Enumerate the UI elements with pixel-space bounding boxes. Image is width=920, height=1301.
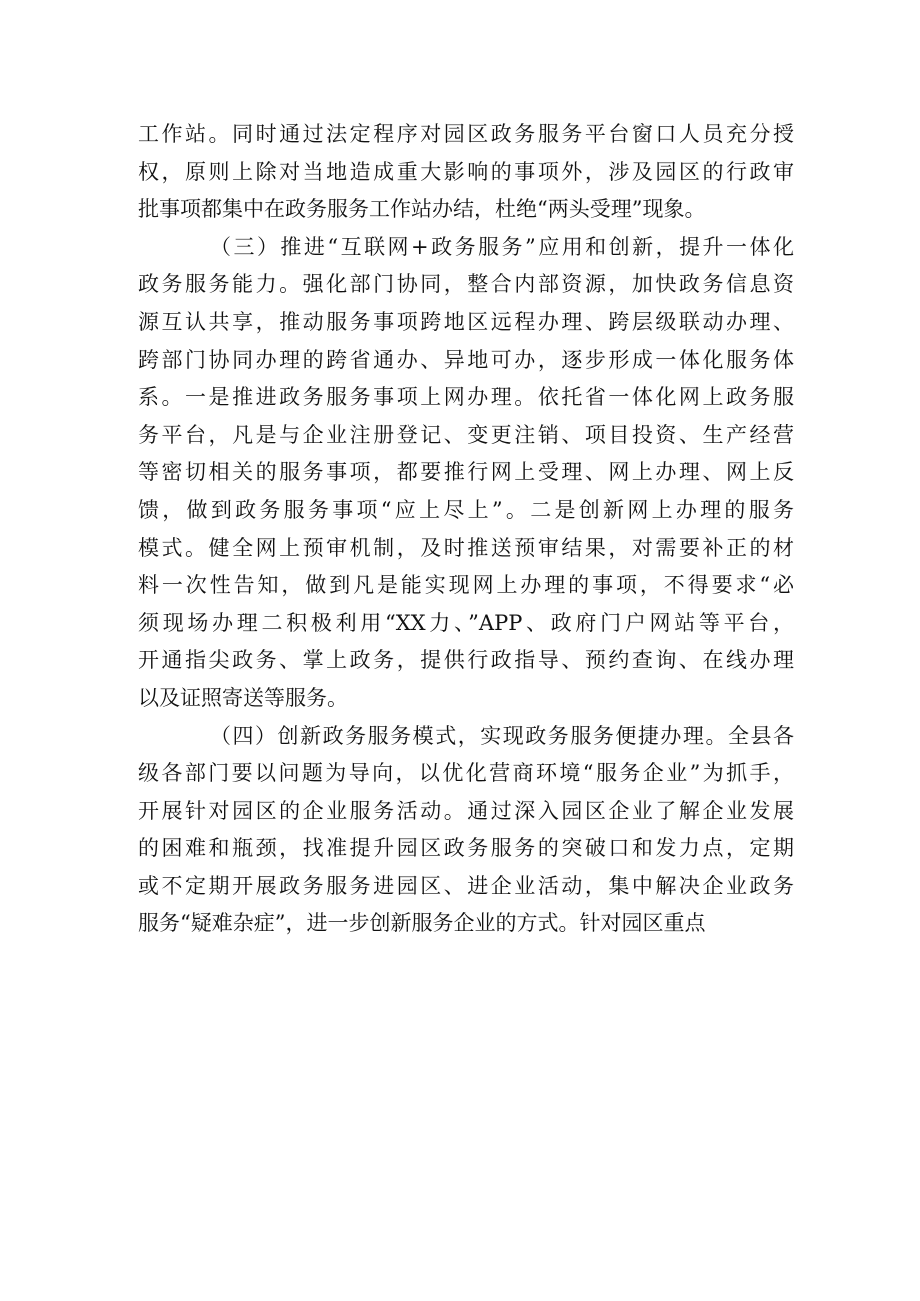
- text-line: 服务“疑难杂症”，进一步创新服务企业的方式。针对园区重点: [138, 911, 706, 936]
- text-line: 的困难和瓶颈，找准提升园区政务服务的突破口和发力点，定期: [138, 836, 794, 861]
- text-line: 权，原则上除对当地造成重大影响的事项外，涉及园区的行政审: [138, 159, 794, 184]
- text-line: 等密切相关的服务事项，都要推行网上受理、网上办理、网上反: [138, 460, 794, 485]
- text-line: 料一次性告知，做到凡是能实现网上办理的事项，不得要求“必: [138, 573, 794, 598]
- text-line: 级各部门要以问题为导向，以优化营商环境“服务企业”为抓手，: [138, 761, 794, 786]
- text-line: 开通指尖政务、掌上政务，提供行政指导、预约查询、在线办理: [138, 648, 794, 673]
- text-line: 务平台，凡是与企业注册登记、变更注销、项目投资、生产经营: [138, 422, 794, 447]
- text-line: （三）推进“互联网+政务服务”应用和创新，提升一体化: [210, 234, 794, 259]
- paragraph-3: [138, 718, 794, 944]
- text-line: 批事项都集中在政务服务工作站办结，杜绝“两头受理”现象。: [138, 197, 706, 222]
- text-line: （四）创新政务服务模式，实现政务服务便捷办理。全县各: [210, 723, 794, 748]
- text-line: 或不定期开展政务服务进园区、进企业活动，集中解决企业政务: [138, 873, 794, 898]
- text-line: 模式。健全网上预审机制，及时推送预审结果，对需要补正的材: [138, 535, 794, 560]
- text-line: 须现场办理二积极利用“XX力、”APP、政府门户网站等平台，: [138, 610, 794, 635]
- text-line: 工作站。同时通过法定程序对园区政务服务平台窗口人员充分授: [138, 122, 794, 146]
- text-line: 系。一是推进政务服务事项上网办理。依托省一体化网上政务服: [138, 385, 794, 410]
- text-line: 馈，做到政务服务事项“应上尽上”。二是创新网上办理的服务: [138, 497, 794, 522]
- text-line: 政务服务能力。强化部门协同，整合内部资源，加快政务信息资: [138, 272, 794, 297]
- text-line: 源互认共享，推动服务事项跨地区远程办理、跨层级联动办理、: [138, 309, 794, 334]
- paragraph-2: [138, 229, 794, 718]
- text-line: 跨部门协同办理的跨省通办、异地可办，逐步形成一体化服务体: [138, 347, 794, 372]
- paragraph-1: [138, 116, 794, 229]
- text-line: 开展针对园区的企业服务活动。通过深入园区企业了解企业发展: [138, 798, 794, 823]
- document-body: [138, 116, 794, 943]
- text-line: 以及证照寄送等服务。: [138, 685, 348, 710]
